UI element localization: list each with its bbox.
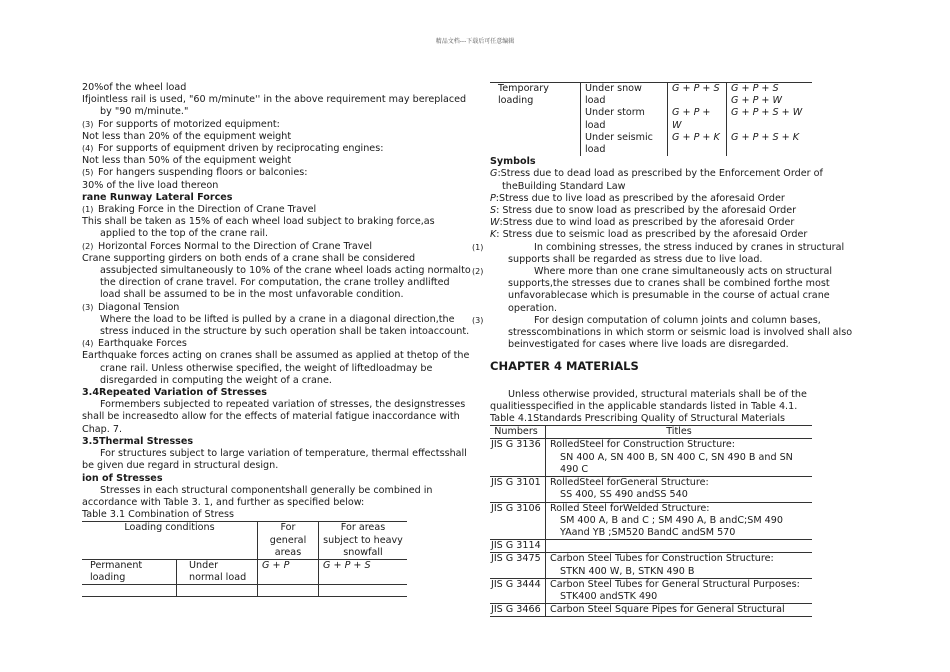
standard-grades: SS 400, SS 490 andSS 540: [560, 489, 688, 501]
paragraph: Crane supporting girders on both ends of a crane shall be considered assubjected simultaneously to 10% of the crane wheel loads acting normalto the direction of crane travel. For computation, the crane trolley andlifted load shall be assumed to be in the most unfavorable condition.: [82, 252, 471, 301]
standard-title-cell: [546, 439, 813, 477]
standard-number-cell: JIS G 3475: [490, 553, 546, 578]
stress-combination-table: [82, 521, 407, 597]
section-heading: rane Runway Lateral Forces: [82, 191, 233, 203]
table-cell: G + P + W: [668, 107, 727, 131]
text-line: Not less than 20% of the equipment weight: [82, 130, 292, 142]
table-header-cell: For areas subject to heavy snowfall: [319, 522, 408, 560]
table-header-cell: Numbers: [490, 426, 546, 439]
standard-number-cell: JIS G 3114: [490, 540, 546, 553]
list-item: (1) Braking Force in the Direction of Crane Travel: [82, 204, 317, 216]
standard-title-cell: [546, 477, 813, 502]
paragraph: This shall be taken as 15% of each wheel load subject to braking force,as applied to the top of the crane rail.: [82, 216, 435, 240]
table-cell: Under normal load: [177, 559, 258, 584]
section-heading: 3.4Repeated Variation of Stresses: [82, 387, 268, 399]
table-cell: G + P + S + K: [727, 132, 813, 156]
table-cell: G + P + S G + P + W: [727, 83, 813, 108]
list-item: (4) For supports of equipment driven by reciprocating engines:: [82, 143, 384, 155]
table-cell: Under storm load: [581, 107, 668, 131]
table-row: [490, 439, 812, 477]
note-item: (3) For design computation of column joints and column bases, stresscombinations in which storm or seismic load is involved shall also beinvestigated for cases where live loads are disregarded.: [472, 314, 853, 351]
standard-title: RolledSteel for Construction Structure:: [550, 439, 736, 451]
symbol-definition: W:Stress due to wind load as prescribed by the aforesaid Order: [490, 217, 795, 229]
table-cell: G + P + K: [668, 132, 727, 156]
table-row: [490, 502, 812, 540]
table-row: [490, 578, 812, 603]
standard-number-cell: JIS G 3136: [490, 439, 546, 477]
standard-title: Carbon Steel Tubes for Construction Structure:: [550, 553, 774, 565]
table-row: [490, 540, 812, 553]
standard-title: Rolled Steel forWelded Structure:: [550, 502, 710, 514]
table-cell: [82, 585, 177, 597]
paragraph: Earthquake forces acting on cranes shall be assumed as applied at thetop of the crane rail. Unless otherwise specified, the weight of liftedloadmay be disregarded in computing the weight of a crane.: [82, 350, 470, 386]
paragraph: Where the load to be lifted is pulled by a crane in a diagonal direction,the stress induced in the structure by such operation shall be taken intoaccount.: [100, 313, 470, 338]
paragraph: Formembers subjected to repeated variation of stresses, the designstresses shall be increasedto allow for the effects of material fatigue inaccordance with Chap. 7.: [82, 399, 466, 435]
table-header-cell: Loading conditions: [82, 522, 258, 560]
symbol-definition: S: Stress due to snow load as prescribed by the aforesaid Order: [490, 205, 797, 217]
standard-grades: STKN 400 W, B, STKN 490 B: [560, 565, 695, 577]
table-cell: [319, 585, 408, 597]
standard-title-cell: [546, 540, 813, 553]
section-heading: Symbols: [490, 156, 536, 168]
left-column: [82, 82, 472, 597]
table-row: [82, 559, 407, 584]
table-cell: Under snow load: [581, 83, 668, 108]
table-header-row: [490, 426, 812, 439]
page-header-note: 精品文档---下载后可任意编辑: [435, 38, 515, 45]
list-item: (3) For supports of motorized equipment:: [82, 118, 280, 130]
table-cell: Under seismic load: [581, 132, 668, 156]
table-header-row: [82, 522, 407, 560]
standard-title: RolledSteel forGeneral Structure:: [550, 477, 709, 489]
table-cell: G + P + S: [668, 83, 727, 108]
table-cell: Temporary loading: [498, 83, 549, 107]
table-cell: [177, 585, 258, 597]
table-header-cell: For general areas: [258, 522, 319, 560]
standard-title-cell: [546, 502, 813, 540]
table-row: [490, 604, 812, 617]
standard-grades: STK400 andSTK 490: [560, 590, 658, 602]
text-line: Ifjointless rail is used, "60 m/minute'' in the above requirement may bereplaced by "90 m/minute.": [82, 94, 467, 118]
section-heading: 3.5Thermal Stresses: [82, 435, 194, 447]
paragraph: Unless otherwise provided, structural materials shall be of the qualitiesspecified in the applicable standards listed in Table 4.1.: [490, 388, 807, 412]
symbol-definition: P:Stress due to live load as prescribed by the aforesaid Order: [490, 192, 785, 204]
table-row: [490, 83, 812, 108]
note-item: (2) Where more than one crane simultaneously acts on structural supports,the stresses due to cranes shall be combined forthe most unfavorablecase which is presumable in the course of actual crane operation.: [472, 266, 833, 314]
section-heading: ion of Stresses: [82, 472, 163, 484]
chapter-title: CHAPTER 4 MATERIALS: [490, 359, 639, 374]
table-cell: G + P: [258, 559, 319, 584]
list-item: (4) Earthquake Forces: [82, 338, 187, 350]
table-caption: Table 3.1 Combination of Stress: [82, 509, 234, 521]
table-row: [82, 585, 407, 597]
standard-title-cell: [546, 578, 813, 603]
materials-standards-table: [490, 425, 812, 617]
standard-number-cell: JIS G 3101: [490, 477, 546, 502]
standard-title: Carbon Steel Square Pipes for General Structural: [550, 604, 785, 616]
standard-title-cell: [546, 604, 813, 617]
standard-grades: SM 400 A, B and C ; SM 490 A, B andC;SM 490 YAand YB ;SM520 BandC andSM 570: [560, 514, 783, 538]
list-item: (5) For hangers suspending floors or balconies:: [82, 167, 308, 179]
symbol-definition: G:Stress due to dead load as prescribed by the Enforcement Order of theBuilding Standard Law: [490, 168, 823, 192]
table-cell: Permanent loading: [82, 559, 177, 584]
list-item: (2) Horizontal Forces Normal to the Direction of Crane Travel: [82, 240, 373, 252]
standard-title-cell: [546, 553, 813, 578]
text-line: 30% of the live load thereon: [82, 179, 219, 191]
paragraph: For structures subject to large variation of temperature, thermal effectsshall be given due regard in structural design.: [82, 448, 467, 472]
text-line: Not less than 50% of the equipment weight: [82, 155, 292, 167]
standard-number-cell: JIS G 3444: [490, 578, 546, 603]
standard-number-cell: JIS G 3106: [490, 502, 546, 540]
paragraph: Stresses in each structural componentshall generally be combined in accordance with Table 3. 1, and further as specified below:: [82, 484, 433, 508]
table-cell: G + P + S: [319, 559, 408, 584]
standard-grades: SN 400 A, SN 400 B, SN 400 C, SN 490 B and SN 490 C: [560, 451, 793, 475]
table-caption: Table 4.1Standards Prescribing Quality of Structural Materials: [490, 413, 786, 425]
stress-combination-table-continued: [490, 82, 812, 156]
text-line: 20%of the wheel load: [82, 82, 187, 93]
table-row: [490, 477, 812, 502]
symbol-definition: K: Stress due to seismic load as prescribed by the aforesaid Order: [490, 229, 808, 241]
table-header-cell: Titles: [546, 426, 813, 439]
standard-number-cell: JIS G 3466: [490, 604, 546, 617]
note-item: (1) In combining stresses, the stress induced by cranes in structural supports shall be regarded as stress due to live load.: [472, 241, 845, 265]
table-row: [490, 553, 812, 578]
standard-title: Carbon Steel Tubes for General Structural Purposes:: [550, 578, 800, 590]
list-item: (3) Diagonal Tension: [82, 301, 180, 313]
table-cell: [258, 585, 319, 597]
right-column: [472, 82, 865, 617]
table-cell: G + P + S + W: [727, 107, 813, 131]
